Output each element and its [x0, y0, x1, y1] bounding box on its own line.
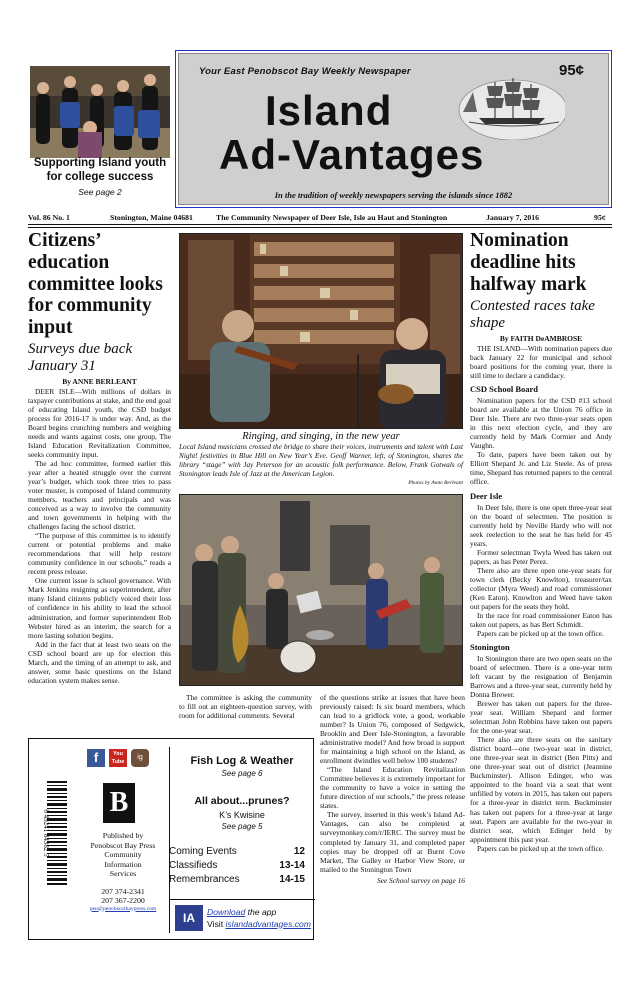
app-rule — [169, 899, 315, 900]
left-story-deck: Surveys due back January 31 — [28, 341, 133, 374]
folio-description: The Community Newspaper of Deer Isle, Isle au Haut and Stonington — [216, 213, 448, 222]
center-paragraph: The committee is asking the community to fill out an eighteen-question survey, with room for additional comments. Several — [179, 693, 312, 721]
fishlog-teaser[interactable] — [173, 755, 311, 778]
right-story-paragraph: Papers can be picked up at the town office. — [477, 628, 604, 638]
info-box — [28, 738, 314, 940]
prunes-title: All about...prunes? — [194, 795, 290, 807]
phone-2: 207 367-2200 — [101, 896, 145, 905]
teaser-photo — [30, 66, 170, 158]
instagram-icon[interactable]: ig — [131, 749, 149, 767]
caption-title: Ringing, and singing, in the new year — [242, 431, 400, 442]
social-icons — [87, 749, 169, 769]
publisher-logo-letter: B — [109, 787, 129, 818]
left-story[interactable] — [28, 230, 171, 685]
right-story-paragraph: Nomination papers for the CSD #13 school board are available at the Union 76 office in Deer Isle. There are two three-year seats open in this next election cycle, and they are currently held by Mark Cormier and Andy Vaughn. — [470, 396, 612, 451]
folio-date: January 7, 2016 — [486, 213, 540, 222]
left-story-paragraph: Add in the fact that at least two seats on the CSD school board are up for election this March, and the timing of an attempt to ask, and answer, some basic questions on the Island education system makes sense. — [28, 639, 171, 685]
folio-volume: Vol. 86 No. 1 — [28, 213, 70, 222]
teaser-photo-illustration — [30, 66, 170, 158]
masthead — [175, 50, 612, 208]
index-row[interactable] — [169, 845, 313, 859]
prunes-subtitle: K’s Kwisine — [219, 810, 265, 820]
right-story-paragraph: Former selectman Twyla Weed has taken out papers, as has Peter Perez. — [470, 547, 612, 566]
library-photo-illustration — [180, 234, 463, 429]
caption-credit: Photos by Anne Berleant — [408, 479, 463, 486]
left-story-headline: Citizens’ education committee looks for community input — [28, 230, 163, 339]
app-url-link[interactable]: islandadvantages.com — [225, 918, 311, 929]
section-title: Stonington — [470, 641, 510, 652]
right-story-paragraph: In the race for road commissioner Eaton has taken out papers, as has Bert Schmidt. — [470, 610, 612, 629]
teaser[interactable] — [28, 157, 172, 197]
app-logo-text: IA — [183, 911, 195, 925]
section-title: Deer Isle — [470, 490, 503, 501]
publisher-line: Services — [109, 869, 137, 878]
right-story-intro: THE ISLAND—With nomination papers due back January 22 for municipal and school board positions for the coming year, there is still time to declare a candidacy. — [470, 344, 612, 381]
center-paragraph: of the questions strike at issues that have been previously raised: Is six board members, which can lead to a gridlock vote, a good, workable number? Is Union 76, composed of Sedgwick, Brooklin and Deer Isle-Stonington, a favorable administrative model? And how broad is support for maintaining a high school on the Island, as enrollment dwindles well below 100 students? — [320, 693, 465, 766]
masthead-tagline: Your East Penobscot Bay Weekly Newspaper — [199, 66, 411, 77]
right-story-byline: By FAITH DeAMBROSE — [499, 334, 583, 344]
barcode — [35, 779, 65, 889]
masthead-price: 95¢ — [559, 62, 585, 79]
index-row[interactable] — [169, 859, 313, 873]
right-story-paragraph: To date, papers have been taken out by Elliott Shepard Jr. and Liz Steele. As of press time, Shepard has returned papers to the central office. — [470, 450, 612, 487]
youtube-icon[interactable]: You Tube — [109, 749, 127, 767]
app-promo — [207, 907, 313, 930]
teaser-headline-2: for college success — [46, 170, 154, 183]
right-story-paragraph: There also are three open one-year seats for town clerk (Becky Knowlton), treasurer/tax collector (Myra Weed) and road commissioner (Ken Eaton). Knowlton and Weed have taken out papers for the seats they hold. — [470, 565, 612, 611]
phone-1: 207 374-2341 — [101, 886, 145, 896]
left-story-byline: By ANNE BERLEANT — [62, 376, 137, 386]
left-story-paragraph: “The purpose of this committee is to identify current or potential problems and make recommendations that will help restore community confidence in our schools,” reads a recent press release. — [28, 531, 171, 577]
info-divider — [169, 747, 170, 933]
center-paragraph: The survey, inserted in this week’s Island Ad-Vantages, can also be completed at surveymonkey.com/r/IERC. The survey must be completed by January 31, and completed paper copies may be dropped off at Burnt Cove Market, The Galley or Harbor View Store, or mailed to the Stonington Town — [320, 810, 465, 874]
jazz-photo-illustration — [180, 495, 463, 686]
fishlog-see: See page 6 — [221, 769, 263, 778]
masthead-title-1: Island — [265, 87, 393, 134]
right-story-paragraph: Papers can be picked up at the town office. — [477, 843, 604, 853]
right-story-headline: Nomination deadline hits halfway mark — [470, 230, 587, 295]
jazz-photo — [179, 494, 463, 686]
index-label: Classifieds — [169, 860, 218, 871]
caption-text: Local Island musicians crossed the bridge to share their voices, instruments and talent with Last Night! festivities in Blue Hill on New Year’s Eve. Geoff Warner, left, of Stonington, shares the library “stage” with Jay Peterson for an acoustic folk performance. Below, Frank Gotwals of Stonington leads Isle of Jazz at the American Legion. — [179, 442, 463, 478]
publisher-line: Information — [104, 859, 142, 869]
teaser-headline-1: Supporting Island youth — [33, 157, 167, 169]
publisher-info — [77, 831, 169, 912]
masthead-motto: In the tradition of weekly newspapers serving the islands since 1882 — [274, 190, 513, 200]
prunes-see: See page 5 — [221, 822, 263, 831]
left-story-paragraph: The ad hoc committee, formed earlier this year after a heated struggle over the current year’s budget, which took three tries to pass voter muster, is composed of Island community members, teachers and principals and was conceived as a way to involve the community and town governments in helping with the challenges facing the school district. — [28, 458, 171, 532]
right-story-paragraph: In Deer Isle, there is one open three-year seat on the board of selectmen. The position is currently held by Neville Hardy who will not seek reelection to the seat he has held for 45 years. — [470, 502, 612, 548]
index-page: 13-14 — [279, 860, 305, 871]
app-visit: Visit — [207, 918, 226, 929]
publisher-line: Community — [104, 850, 142, 859]
left-story-paragraph: One current issue is school governance. With Mark Jenkins resigning as superintendent, after many Island citizens publicly voiced their loss of confidence in his ability to lead the school administration, and former superintendent Bob Webster hired as an interim, the search for a more lasting solution begins. — [28, 576, 171, 640]
index-label: Remembrances — [169, 874, 240, 885]
ship-icon — [455, 72, 565, 140]
index-row[interactable] — [169, 873, 313, 887]
center-column-2[interactable] — [320, 693, 465, 885]
prunes-teaser[interactable] — [173, 795, 311, 831]
jump-line[interactable]: See School survey on page 16 — [376, 875, 465, 885]
publisher-line: Published by — [102, 831, 144, 840]
app-logo — [175, 905, 203, 931]
right-story-deck: Contested races take shape — [470, 298, 595, 332]
right-story[interactable] — [470, 230, 612, 853]
folio-price: 95¢ — [594, 213, 606, 222]
publisher-logo — [103, 783, 135, 823]
index-page: 12 — [293, 846, 305, 857]
right-story-paragraph: There also are three seats on the sanitary district board—one two-year seat in district, one three-year seat in district (Ben Pitts) and one three-year seat out of district (Jeannine Buckminster). Allison Edinger, who was appointed to the board via a seat that went unfilled by voters in 2015, has taken out papers for a three-year in district term. Buckminster has taken out papers for a three-year at large seat. Papers are available for the two-year in district seat, which Edinger held by appointment this past year. — [470, 735, 612, 844]
barcode-illustration — [47, 779, 67, 889]
barcode-number: 6 49241 84382 5 — [42, 809, 50, 857]
teaser-see: See page 2 — [78, 186, 122, 197]
photo-caption — [179, 431, 463, 486]
folio-rule — [28, 227, 612, 228]
email-link[interactable]: pen@penobscotbaypress.com — [89, 905, 157, 912]
section-title: CSD School Board — [470, 384, 539, 395]
right-story-paragraph: Brewer has taken out papers for the three-year seat. William Shepard and former selectman John Robbins have taken out papers for the one-year seat. — [470, 699, 612, 736]
center-paragraph: “The Island Education Revitalization Committee believes it is extremely important for the community to have a voice in setting the future direction of our schools,” the press release states. — [320, 765, 465, 811]
publisher-line: Penobscot Bay Press — [90, 840, 156, 850]
masthead-title-2: Ad-Vantages — [219, 131, 485, 178]
page-index — [169, 845, 313, 887]
center-column-1[interactable] — [179, 693, 312, 720]
facebook-icon[interactable]: f — [87, 749, 105, 767]
index-label: Coming Events — [169, 846, 237, 857]
library-photo — [179, 233, 463, 429]
app-download-rest: the app — [245, 907, 277, 917]
app-download-link[interactable]: Download — [207, 907, 246, 917]
fishlog-title: Fish Log & Weather — [190, 755, 294, 767]
index-page: 14-15 — [279, 874, 305, 885]
folio-line — [28, 213, 612, 225]
left-story-paragraph: DEER ISLE—With millions of dollars in taxpayer contributions at stake, and the end goal of educating Island youth, the CSD budget process for 2016-17 is under way. And, as the Board begins crunching numbers and weighing needs and wants against costs, one group, The Island Education Revitalization Committee, seeks community input. — [28, 386, 171, 459]
right-story-paragraph: In Stonington there are two open seats on the board of selectmen. There is a one-year term left vacant by the resignation of Benjamin Barrows and a three-year seat, currently held by Donna Brewer. — [470, 653, 613, 700]
folio-place: Stonington, Maine 04681 — [110, 213, 193, 222]
